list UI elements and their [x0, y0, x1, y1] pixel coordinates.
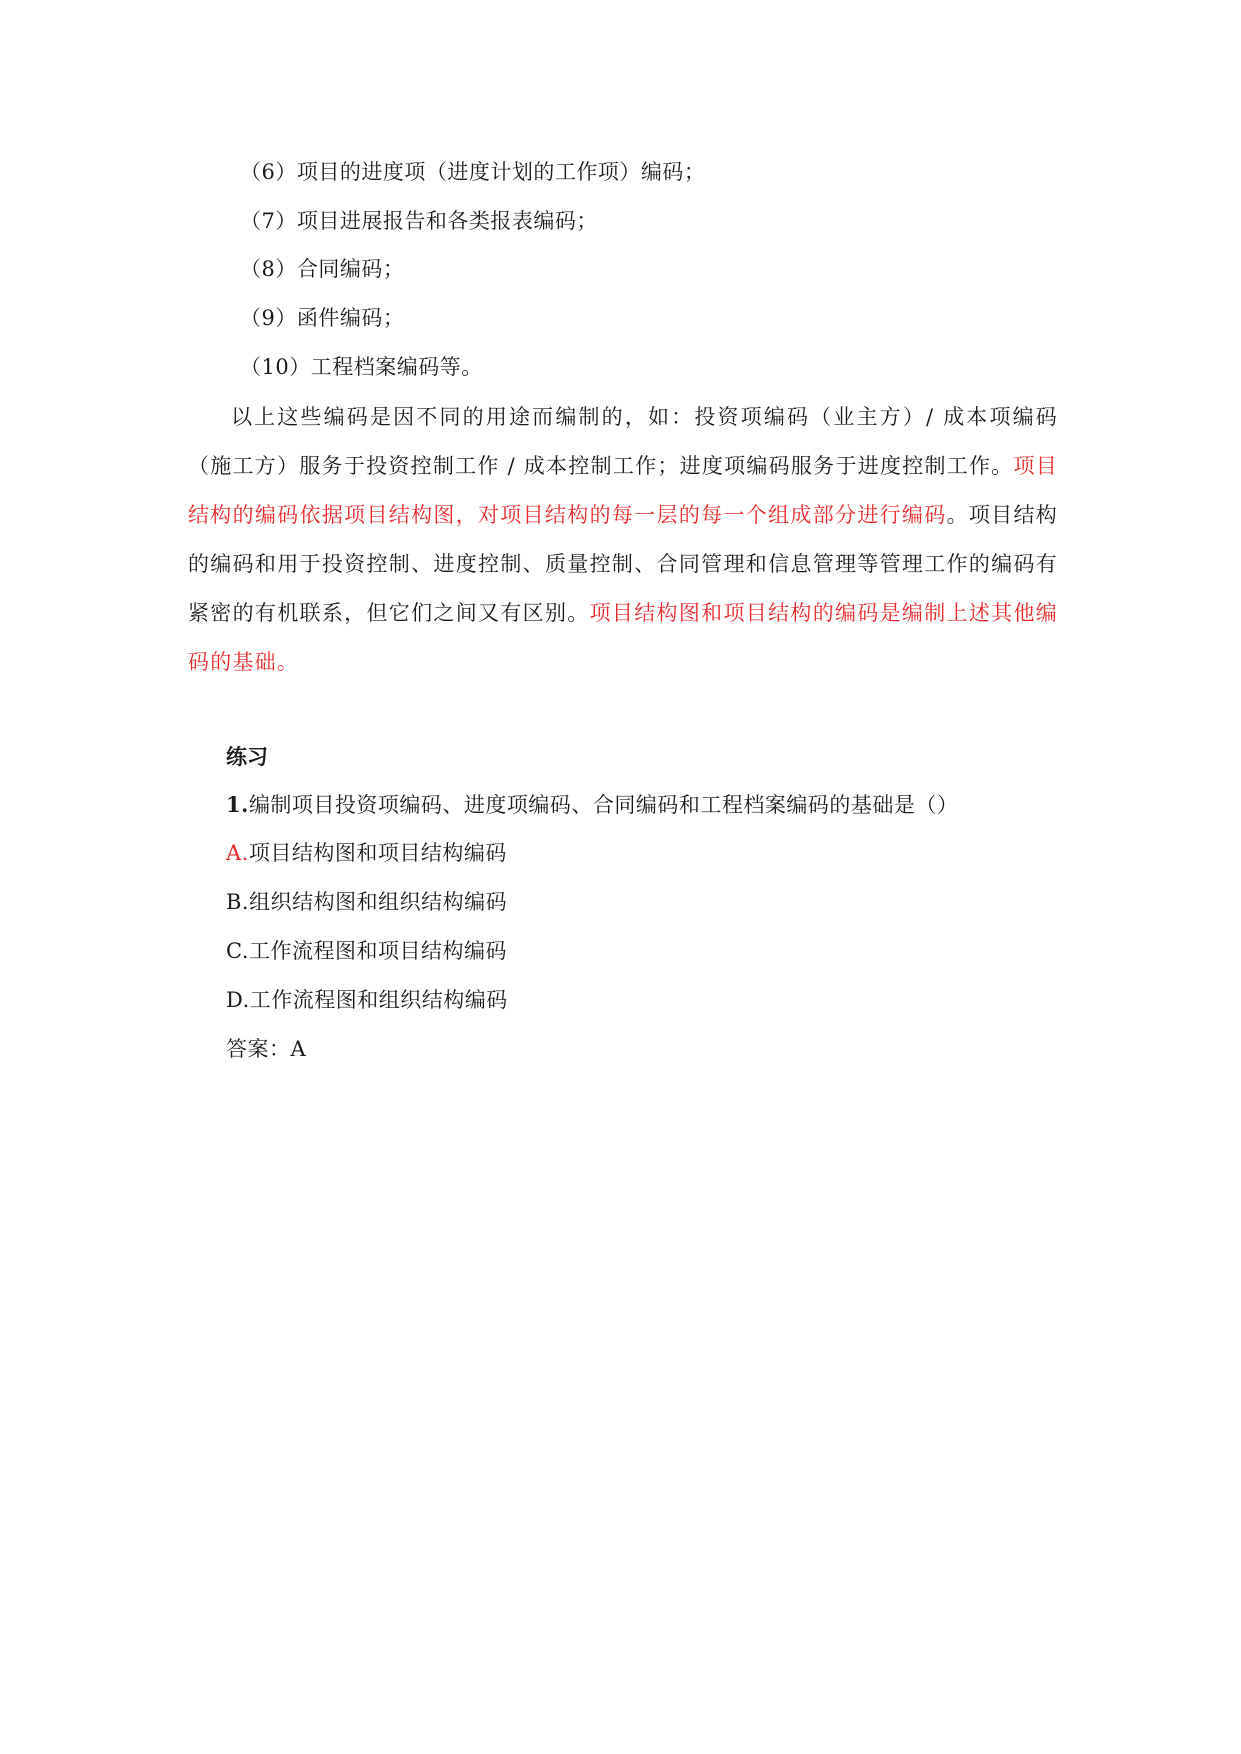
paragraph-text-2: 。项目结构的编码和用于投资控制、进度控制、质量控制、合同管理和信息管理等管理工作的编码有紧密的有机联系，但它们之间又有区别。 [188, 503, 1059, 625]
answer-line: 答案：A [226, 1037, 307, 1061]
option-c [226, 936, 507, 966]
option-d [226, 985, 508, 1015]
paragraph-highlight-2: 项目结构图和项目结构的编码是编制上述其他编码的基础。 [188, 601, 1058, 674]
list-item-9: （9）函件编码； [240, 306, 405, 330]
list-item-7: （7）项目进展报告和各类报表编码； [240, 209, 598, 233]
option-a-letter: A. [226, 841, 249, 865]
option-b-letter: B. [226, 890, 250, 914]
option-c-letter: C. [226, 939, 249, 963]
paragraph-text-1: 以上这些编码是因不同的用途而编制的，如：投资项编码（业主方）/ 成本项编码（施工方）服务于投资控制工作 / 成本控制工作；进度项编码服务于进度控制工作。 [188, 405, 1058, 478]
body-paragraph [188, 393, 1058, 687]
option-a [226, 838, 507, 868]
option-b [226, 887, 507, 917]
option-d-letter: D. [226, 988, 250, 1012]
question-number: 1. [226, 792, 249, 817]
paragraph-highlight-1: 项目结构的编码依据项目结构图，对项目结构的每一层的每一个组成部分进行编码 [188, 454, 1058, 527]
option-d-text: 工作流程图和组织结构编码 [249, 988, 508, 1012]
list-item-8: （8）合同编码； [240, 257, 405, 281]
exercise-heading: 练习 [226, 744, 268, 769]
list-item-6: （6）项目的进度项（进度计划的工作项）编码； [240, 160, 706, 184]
question-text: 编制项目投资项编码、进度项编码、合同编码和工程档案编码的基础是（） [248, 793, 959, 817]
option-a-text: 项目结构图和项目结构编码 [248, 841, 507, 865]
exercise-question [226, 790, 958, 820]
option-b-text: 组织结构图和组织结构编码 [249, 890, 508, 914]
option-c-text: 工作流程图和项目结构编码 [249, 939, 507, 963]
list-item-10: （10）工程档案编码等。 [240, 355, 483, 379]
